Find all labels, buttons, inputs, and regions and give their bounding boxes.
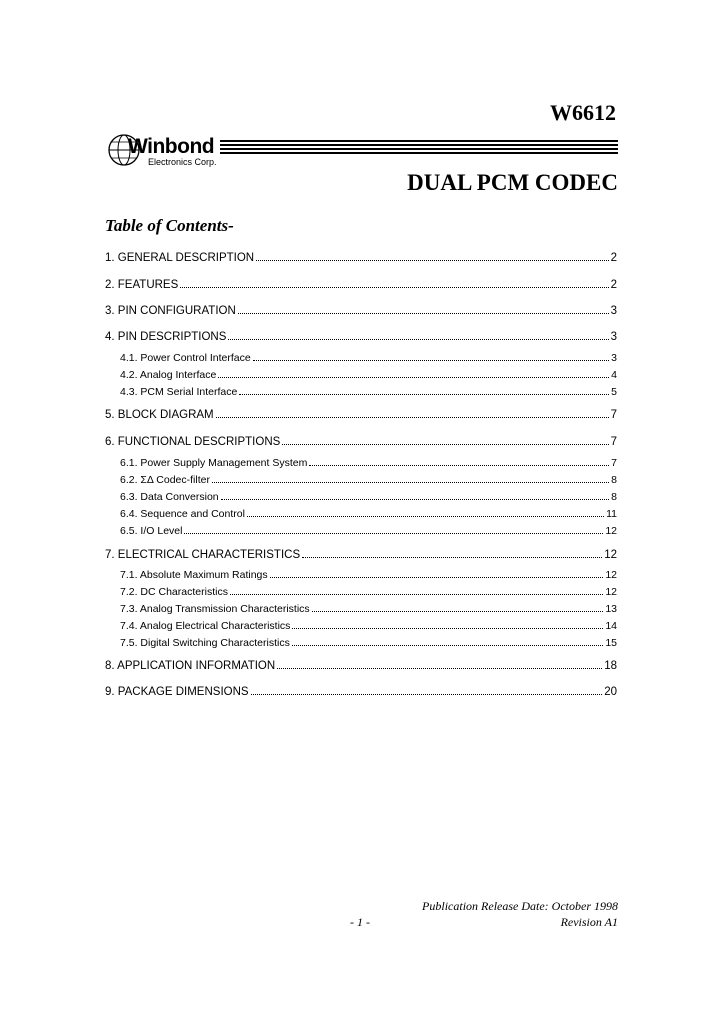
toc-entry-label: 7. ELECTRICAL CHARACTERISTICS [105, 549, 301, 561]
toc-leader-dots [247, 516, 604, 517]
toc-entry-page: 12 [604, 549, 617, 561]
toc-subentry[interactable] [120, 603, 617, 615]
toc-entry-page: 20 [604, 686, 617, 698]
toc-leader-dots [221, 499, 610, 500]
toc-entry-label: 9. PACKAGE DIMENSIONS [105, 686, 249, 698]
publication-release-date: Publication Release Date: October 1998 [422, 899, 618, 913]
toc-entry-page: 18 [604, 660, 617, 672]
toc-subentry[interactable] [120, 352, 617, 364]
toc-subentry[interactable] [120, 620, 617, 632]
toc-subentry[interactable] [120, 525, 617, 537]
toc-entry-label: 8. APPLICATION INFORMATION [105, 660, 276, 672]
toc-entry[interactable] [105, 549, 617, 561]
document-title: DUAL PCM CODEC [407, 170, 618, 195]
toc-leader-dots [256, 260, 608, 261]
toc-subentry[interactable] [120, 508, 617, 520]
toc-entry-page: 12 [605, 569, 617, 581]
toc-entry-label: 6.1. Power Supply Management System [120, 457, 308, 469]
toc-leader-dots [230, 594, 603, 595]
toc-leader-dots [292, 645, 603, 646]
toc-entry-label: 6.3. Data Conversion [120, 491, 219, 503]
toc-heading: Table of Contents- [105, 216, 234, 235]
toc-subentry[interactable] [120, 386, 617, 398]
toc-entry-label: 4.3. PCM Serial Interface [120, 386, 238, 398]
toc-leader-dots [309, 465, 609, 466]
toc-entry-page: 14 [605, 620, 617, 632]
toc-leader-dots [228, 339, 608, 340]
toc-entry-label: 4.1. Power Control Interface [120, 352, 251, 364]
toc-entry-label: 2. FEATURES [105, 279, 179, 291]
toc-entry-label: 7.2. DC Characteristics [120, 586, 228, 598]
toc-leader-dots [238, 313, 609, 314]
toc-entry-label: 6. FUNCTIONAL DESCRIPTIONS [105, 436, 281, 448]
toc-subentry[interactable] [120, 474, 617, 486]
toc-entry-page: 2 [610, 252, 617, 264]
logo-subtitle: Electronics Corp. [148, 157, 217, 167]
toc-leader-dots [218, 377, 609, 378]
toc-entry-page: 3 [610, 305, 617, 317]
toc-entry-label: 5. BLOCK DIAGRAM [105, 409, 214, 421]
toc-entry-page: 3 [611, 352, 617, 364]
toc-entry[interactable] [105, 686, 617, 698]
toc-entry-label: 6.5. I/O Level [120, 525, 183, 537]
toc-subentry[interactable] [120, 491, 617, 503]
toc-entry[interactable] [105, 305, 617, 317]
toc-leader-dots [180, 287, 608, 288]
toc-entry-page: 5 [611, 386, 617, 398]
toc-entry-label: 6.4. Sequence and Control [120, 508, 245, 520]
toc-entry[interactable] [105, 436, 617, 448]
toc-entry-page: 7 [610, 436, 617, 448]
logo-rule-lines [220, 140, 618, 160]
toc-entry-page: 7 [611, 457, 617, 469]
toc-entry-label: 1. GENERAL DESCRIPTION [105, 252, 255, 264]
toc-entry-label: 7.1. Absolute Maximum Ratings [120, 569, 268, 581]
toc-entry-page: 8 [611, 474, 617, 486]
toc-entry-label: 7.5. Digital Switching Characteristics [120, 637, 290, 649]
toc-entry-label: 4. PIN DESCRIPTIONS [105, 331, 227, 343]
toc-leader-dots [251, 694, 603, 695]
toc-entry-page: 2 [610, 279, 617, 291]
toc-entry-page: 12 [605, 586, 617, 598]
toc-entry-page: 11 [606, 508, 617, 520]
toc-entry[interactable] [105, 279, 617, 291]
toc-entry-label: 7.3. Analog Transmission Characteristics [120, 603, 310, 615]
part-number: W6612 [550, 100, 616, 125]
toc-entry[interactable] [105, 409, 617, 421]
toc-entry-label: 3. PIN CONFIGURATION [105, 305, 236, 317]
toc-entry-label: 6.2. ΣΔ Codec-filter [120, 474, 210, 486]
toc-entry-page: 3 [610, 331, 617, 343]
toc-subentry[interactable] [120, 457, 617, 469]
toc-leader-dots [239, 394, 609, 395]
toc-leader-dots [253, 360, 609, 361]
toc-entry-page: 4 [611, 369, 617, 381]
toc-entry-label: 7.4. Analog Electrical Characteristics [120, 620, 291, 632]
revision: Revision A1 [560, 915, 618, 929]
toc-leader-dots [312, 611, 604, 612]
winbond-logo [106, 130, 618, 170]
toc-leader-dots [292, 628, 603, 629]
toc-entry[interactable] [105, 331, 617, 343]
toc-leader-dots [302, 557, 602, 558]
toc-entry-page: 13 [605, 603, 617, 615]
toc-subentry[interactable] [120, 586, 617, 598]
toc-entry-page: 12 [605, 525, 617, 537]
toc-leader-dots [282, 444, 608, 445]
logo-wordmark: Winbond [128, 135, 215, 158]
toc-entry-page: 8 [611, 491, 617, 503]
toc-entry-page: 7 [610, 409, 617, 421]
toc-entry[interactable] [105, 252, 617, 264]
toc-entry[interactable] [105, 660, 617, 672]
toc-subentry[interactable] [120, 369, 617, 381]
toc-entry-label: 4.2. Analog Interface [120, 369, 217, 381]
toc-subentry[interactable] [120, 637, 617, 649]
toc-leader-dots [277, 668, 602, 669]
toc-leader-dots [212, 482, 609, 483]
page-number: - 1 - [350, 915, 370, 929]
toc-entry-page: 15 [605, 637, 617, 649]
toc-subentry[interactable] [120, 569, 617, 581]
toc-leader-dots [184, 533, 603, 534]
toc-leader-dots [270, 577, 604, 578]
toc-leader-dots [216, 417, 609, 418]
